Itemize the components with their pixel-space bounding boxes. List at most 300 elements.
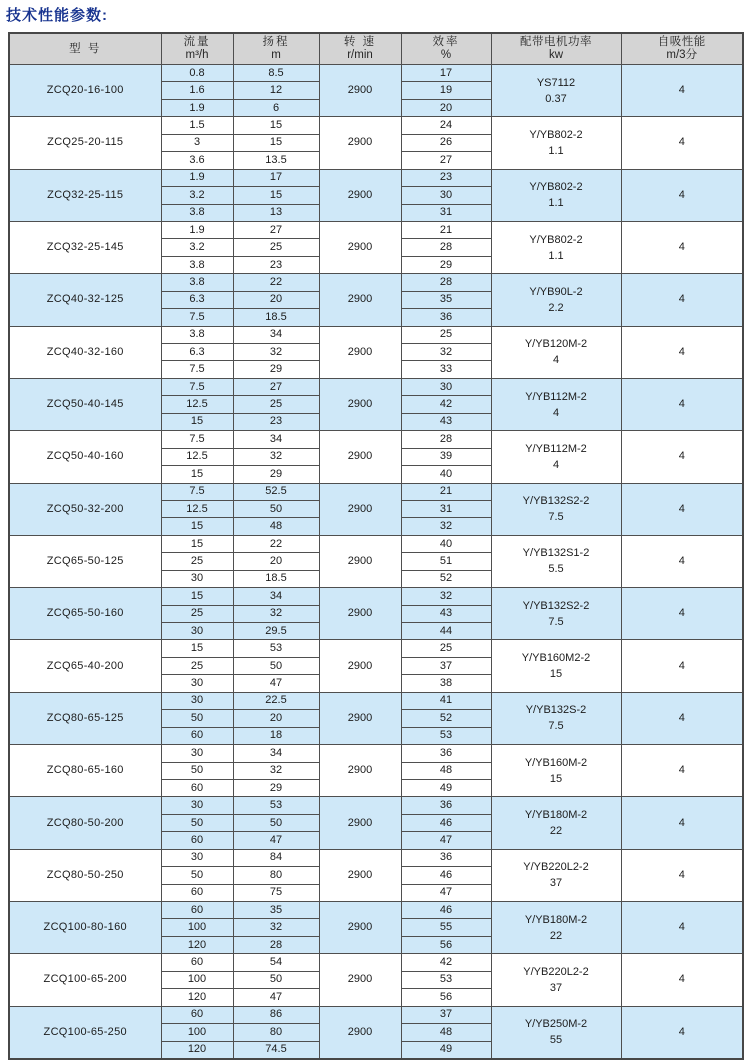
- head-cell: 47: [233, 675, 319, 692]
- head-cell: 6: [233, 99, 319, 116]
- head-cell: 53: [233, 640, 319, 657]
- col-header-flow-unit: m³/h: [185, 49, 209, 61]
- motor-model: Y/YB160M-2: [524, 756, 588, 769]
- flow-cell: 50: [161, 710, 233, 727]
- head-cell: 32: [233, 344, 319, 361]
- motor-cell: [491, 849, 621, 901]
- head-cell: 29: [233, 466, 319, 483]
- head-cell: 22: [233, 274, 319, 291]
- model-cell: ZCQ65-50-160: [9, 588, 161, 640]
- self-priming-cell: 4: [621, 640, 743, 692]
- head-cell: 32: [233, 448, 319, 465]
- table-row: [9, 326, 743, 343]
- flow-cell: 7.5: [161, 378, 233, 395]
- head-cell: 15: [233, 134, 319, 151]
- self-priming-cell: 4: [621, 692, 743, 744]
- efficiency-cell: 47: [401, 884, 491, 901]
- flow-cell: 6.3: [161, 344, 233, 361]
- flow-cell: 60: [161, 884, 233, 901]
- flow-cell: 120: [161, 1041, 233, 1059]
- head-cell: 29: [233, 779, 319, 796]
- efficiency-cell: 36: [401, 797, 491, 814]
- head-cell: 35: [233, 902, 319, 919]
- flow-cell: 1.6: [161, 82, 233, 99]
- model-cell: ZCQ40-32-125: [9, 274, 161, 326]
- col-header-model-label: 型 号: [69, 42, 102, 55]
- flow-cell: 60: [161, 902, 233, 919]
- efficiency-cell: 27: [401, 152, 491, 169]
- flow-cell: 3.6: [161, 152, 233, 169]
- self-priming-cell: 4: [621, 902, 743, 954]
- flow-cell: 1.9: [161, 221, 233, 238]
- table-row: [9, 640, 743, 657]
- col-header-speed-label: 转 速: [343, 36, 377, 48]
- head-cell: 48: [233, 518, 319, 535]
- motor-model: Y/YB802-2: [529, 233, 583, 246]
- col-header-speed-unit: r/min: [347, 49, 373, 61]
- flow-cell: 15: [161, 588, 233, 605]
- efficiency-cell: 46: [401, 867, 491, 884]
- flow-cell: 25: [161, 605, 233, 622]
- flow-cell: 12.5: [161, 396, 233, 413]
- flow-cell: 15: [161, 518, 233, 535]
- speed-cell: 2900: [319, 535, 401, 587]
- motor-power-kw: 0.37: [545, 92, 567, 105]
- efficiency-cell: 55: [401, 919, 491, 936]
- model-cell: ZCQ50-32-200: [9, 483, 161, 535]
- flow-cell: 1.5: [161, 117, 233, 134]
- efficiency-cell: 37: [401, 1006, 491, 1023]
- head-cell: 50: [233, 500, 319, 517]
- speed-cell: 2900: [319, 117, 401, 169]
- motor-cell: [491, 169, 621, 221]
- flow-cell: 100: [161, 1024, 233, 1041]
- model-cell: ZCQ100-65-200: [9, 954, 161, 1006]
- table-row: [9, 902, 743, 919]
- efficiency-cell: 40: [401, 535, 491, 552]
- motor-power-kw: 37: [549, 877, 563, 890]
- flow-cell: 3.8: [161, 204, 233, 221]
- motor-model: Y/YB250M-2: [524, 1018, 588, 1031]
- efficiency-cell: 40: [401, 466, 491, 483]
- efficiency-cell: 44: [401, 623, 491, 640]
- self-priming-cell: 4: [621, 431, 743, 483]
- flow-cell: 120: [161, 936, 233, 953]
- self-priming-cell: 4: [621, 274, 743, 326]
- efficiency-cell: 35: [401, 291, 491, 308]
- efficiency-cell: 33: [401, 361, 491, 378]
- motor-power-kw: 15: [549, 772, 563, 785]
- efficiency-cell: 20: [401, 99, 491, 116]
- speed-cell: 2900: [319, 849, 401, 901]
- speed-cell: 2900: [319, 274, 401, 326]
- motor-power-kw: 22: [549, 825, 563, 838]
- head-cell: 34: [233, 326, 319, 343]
- efficiency-cell: 56: [401, 989, 491, 1006]
- efficiency-cell: 25: [401, 640, 491, 657]
- table-row: [9, 274, 743, 291]
- head-cell: 50: [233, 814, 319, 831]
- motor-cell: [491, 797, 621, 849]
- motor-model: Y/YB132S2-2: [522, 495, 590, 508]
- model-cell: ZCQ65-40-200: [9, 640, 161, 692]
- model-cell: ZCQ40-32-160: [9, 326, 161, 378]
- head-cell: 13.5: [233, 152, 319, 169]
- self-priming-cell: 4: [621, 378, 743, 430]
- flow-cell: 3.2: [161, 239, 233, 256]
- efficiency-cell: 37: [401, 657, 491, 674]
- self-priming-cell: 4: [621, 535, 743, 587]
- motor-model: Y/YB112M-2: [525, 390, 587, 403]
- flow-cell: 12.5: [161, 448, 233, 465]
- model-cell: ZCQ65-50-125: [9, 535, 161, 587]
- table-header: [9, 33, 743, 65]
- speed-cell: 2900: [319, 169, 401, 221]
- flow-cell: 15: [161, 466, 233, 483]
- model-cell: ZCQ100-65-250: [9, 1006, 161, 1059]
- efficiency-cell: 32: [401, 344, 491, 361]
- efficiency-cell: 28: [401, 239, 491, 256]
- efficiency-cell: 49: [401, 1041, 491, 1059]
- head-cell: 17: [233, 169, 319, 186]
- motor-power-kw: 4: [552, 406, 560, 419]
- efficiency-cell: 28: [401, 431, 491, 448]
- speed-cell: 2900: [319, 65, 401, 117]
- head-cell: 47: [233, 832, 319, 849]
- efficiency-cell: 51: [401, 553, 491, 570]
- col-header-motor-power-label: 配带电机功率: [520, 36, 592, 48]
- head-cell: 28: [233, 936, 319, 953]
- table-row: [9, 745, 743, 762]
- model-cell: ZCQ32-25-145: [9, 221, 161, 273]
- motor-cell: [491, 274, 621, 326]
- motor-power-kw: 7.5: [548, 720, 564, 733]
- efficiency-cell: 21: [401, 221, 491, 238]
- model-cell: ZCQ50-40-160: [9, 431, 161, 483]
- motor-cell: [491, 902, 621, 954]
- flow-cell: 7.5: [161, 431, 233, 448]
- head-cell: 50: [233, 971, 319, 988]
- head-cell: 50: [233, 657, 319, 674]
- flow-cell: 30: [161, 692, 233, 709]
- efficiency-cell: 56: [401, 936, 491, 953]
- speed-cell: 2900: [319, 483, 401, 535]
- col-header-speed: [319, 33, 401, 65]
- flow-cell: 50: [161, 814, 233, 831]
- table-row: [9, 1006, 743, 1023]
- head-cell: 29: [233, 361, 319, 378]
- motor-cell: [491, 535, 621, 587]
- flow-cell: 30: [161, 570, 233, 587]
- head-cell: 32: [233, 605, 319, 622]
- speed-cell: 2900: [319, 588, 401, 640]
- flow-cell: 25: [161, 657, 233, 674]
- col-header-head-unit: m: [271, 49, 281, 61]
- speed-cell: 2900: [319, 954, 401, 1006]
- flow-cell: 120: [161, 989, 233, 1006]
- flow-cell: 15: [161, 535, 233, 552]
- flow-cell: 60: [161, 727, 233, 744]
- motor-model: Y/YB802-2: [529, 128, 583, 141]
- motor-power-kw: 7.5: [548, 511, 564, 524]
- head-cell: 29.5: [233, 623, 319, 640]
- flow-cell: 3.8: [161, 256, 233, 273]
- motor-power-kw: 1.1: [548, 197, 564, 210]
- flow-cell: 15: [161, 413, 233, 430]
- efficiency-cell: 52: [401, 570, 491, 587]
- col-header-efficiency-unit: %: [440, 49, 452, 61]
- motor-model: Y/YB112M-2: [525, 442, 587, 455]
- efficiency-cell: 48: [401, 1024, 491, 1041]
- efficiency-cell: 53: [401, 971, 491, 988]
- head-cell: 32: [233, 919, 319, 936]
- flow-cell: 30: [161, 623, 233, 640]
- col-header-self-priming-unit: m/3分: [666, 49, 698, 61]
- motor-power-kw: 1.1: [548, 249, 564, 262]
- motor-model: Y/YB180M-2: [524, 913, 588, 926]
- motor-power-kw: 22: [549, 929, 563, 942]
- head-cell: 84: [233, 849, 319, 866]
- speed-cell: 2900: [319, 640, 401, 692]
- col-header-flow-label: 流量: [183, 36, 211, 48]
- speed-cell: 2900: [319, 797, 401, 849]
- flow-cell: 7.5: [161, 361, 233, 378]
- flow-cell: 12.5: [161, 500, 233, 517]
- flow-cell: 7.5: [161, 483, 233, 500]
- table-row: [9, 588, 743, 605]
- flow-cell: 60: [161, 954, 233, 971]
- head-cell: 74.5: [233, 1041, 319, 1059]
- motor-cell: [491, 221, 621, 273]
- flow-cell: 100: [161, 971, 233, 988]
- head-cell: 23: [233, 256, 319, 273]
- table-row: [9, 535, 743, 552]
- efficiency-cell: 49: [401, 779, 491, 796]
- speed-cell: 2900: [319, 1006, 401, 1059]
- self-priming-cell: 4: [621, 849, 743, 901]
- efficiency-cell: 19: [401, 82, 491, 99]
- speed-cell: 2900: [319, 378, 401, 430]
- efficiency-cell: 41: [401, 692, 491, 709]
- motor-power-kw: 4: [552, 354, 560, 367]
- head-cell: 86: [233, 1006, 319, 1023]
- table-body: [9, 65, 743, 1059]
- head-cell: 18.5: [233, 309, 319, 326]
- motor-power-kw: 37: [549, 981, 563, 994]
- table-row: [9, 431, 743, 448]
- head-cell: 23: [233, 413, 319, 430]
- model-cell: ZCQ80-65-160: [9, 745, 161, 797]
- head-cell: 47: [233, 989, 319, 1006]
- col-header-efficiency: [401, 33, 491, 65]
- head-cell: 20: [233, 553, 319, 570]
- efficiency-cell: 30: [401, 187, 491, 204]
- flow-cell: 30: [161, 797, 233, 814]
- self-priming-cell: 4: [621, 797, 743, 849]
- flow-cell: 7.5: [161, 309, 233, 326]
- flow-cell: 30: [161, 675, 233, 692]
- head-cell: 25: [233, 396, 319, 413]
- table-row: [9, 65, 743, 82]
- header-row: [9, 33, 743, 65]
- motor-model: Y/YB132S-2: [525, 704, 587, 717]
- motor-power-kw: 1.1: [548, 144, 564, 157]
- head-cell: 25: [233, 239, 319, 256]
- col-header-self-priming: [621, 33, 743, 65]
- motor-model: Y/YB220L2-2: [523, 965, 589, 978]
- table-row: [9, 483, 743, 500]
- efficiency-cell: 21: [401, 483, 491, 500]
- motor-model: Y/YB220L2-2: [523, 861, 589, 874]
- motor-cell: [491, 954, 621, 1006]
- efficiency-cell: 36: [401, 309, 491, 326]
- model-cell: ZCQ25-20-115: [9, 117, 161, 169]
- motor-cell: [491, 640, 621, 692]
- self-priming-cell: 4: [621, 221, 743, 273]
- speed-cell: 2900: [319, 326, 401, 378]
- motor-power-kw: 2.2: [548, 301, 564, 314]
- motor-cell: [491, 692, 621, 744]
- head-cell: 75: [233, 884, 319, 901]
- col-header-self-priming-label: 自吸性能: [657, 36, 706, 48]
- efficiency-cell: 39: [401, 448, 491, 465]
- flow-cell: 60: [161, 779, 233, 796]
- head-cell: 80: [233, 867, 319, 884]
- model-cell: ZCQ80-65-125: [9, 692, 161, 744]
- head-cell: 27: [233, 221, 319, 238]
- head-cell: 54: [233, 954, 319, 971]
- head-cell: 52.5: [233, 483, 319, 500]
- head-cell: 34: [233, 431, 319, 448]
- self-priming-cell: 4: [621, 169, 743, 221]
- efficiency-cell: 43: [401, 605, 491, 622]
- head-cell: 18.5: [233, 570, 319, 587]
- efficiency-cell: 32: [401, 588, 491, 605]
- head-cell: 12: [233, 82, 319, 99]
- efficiency-cell: 42: [401, 396, 491, 413]
- motor-power-kw: 4: [552, 458, 560, 471]
- motor-model: Y/YB132S1-2: [522, 547, 590, 560]
- head-cell: 15: [233, 117, 319, 134]
- flow-cell: 6.3: [161, 291, 233, 308]
- flow-cell: 60: [161, 1006, 233, 1023]
- head-cell: 34: [233, 745, 319, 762]
- head-cell: 32: [233, 762, 319, 779]
- head-cell: 53: [233, 797, 319, 814]
- model-cell: ZCQ50-40-145: [9, 378, 161, 430]
- flow-cell: 1.9: [161, 99, 233, 116]
- motor-model: Y/YB802-2: [529, 181, 583, 194]
- motor-cell: [491, 378, 621, 430]
- table-row: [9, 378, 743, 395]
- motor-power-kw: 7.5: [548, 615, 564, 628]
- efficiency-cell: 32: [401, 518, 491, 535]
- motor-cell: [491, 65, 621, 117]
- table-row: [9, 169, 743, 186]
- motor-model: Y/YB180M-2: [524, 809, 588, 822]
- efficiency-cell: 38: [401, 675, 491, 692]
- flow-cell: 3: [161, 134, 233, 151]
- motor-model: YS7112: [536, 76, 576, 89]
- efficiency-cell: 46: [401, 902, 491, 919]
- flow-cell: 3.8: [161, 326, 233, 343]
- head-cell: 22: [233, 535, 319, 552]
- self-priming-cell: 4: [621, 1006, 743, 1059]
- col-header-efficiency-label: 效率: [432, 36, 460, 48]
- head-cell: 13: [233, 204, 319, 221]
- self-priming-cell: 4: [621, 954, 743, 1006]
- table-row: [9, 221, 743, 238]
- motor-cell: [491, 588, 621, 640]
- efficiency-cell: 42: [401, 954, 491, 971]
- efficiency-cell: 30: [401, 378, 491, 395]
- self-priming-cell: 4: [621, 326, 743, 378]
- col-header-head: [233, 33, 319, 65]
- performance-table: [8, 32, 744, 1060]
- flow-cell: 3.2: [161, 187, 233, 204]
- table-row: [9, 849, 743, 866]
- flow-cell: 50: [161, 867, 233, 884]
- efficiency-cell: 28: [401, 274, 491, 291]
- table-row: [9, 692, 743, 709]
- head-cell: 20: [233, 291, 319, 308]
- motor-power-kw: 5.5: [548, 563, 564, 576]
- speed-cell: 2900: [319, 431, 401, 483]
- motor-cell: [491, 483, 621, 535]
- flow-cell: 1.9: [161, 169, 233, 186]
- model-cell: ZCQ20-16-100: [9, 65, 161, 117]
- efficiency-cell: 47: [401, 832, 491, 849]
- flow-cell: 3.8: [161, 274, 233, 291]
- head-cell: 8.5: [233, 65, 319, 82]
- head-cell: 22.5: [233, 692, 319, 709]
- efficiency-cell: 43: [401, 413, 491, 430]
- speed-cell: 2900: [319, 692, 401, 744]
- head-cell: 80: [233, 1024, 319, 1041]
- efficiency-cell: 48: [401, 762, 491, 779]
- self-priming-cell: 4: [621, 117, 743, 169]
- table-row: [9, 954, 743, 971]
- motor-cell: [491, 326, 621, 378]
- motor-model: Y/YB90L-2: [529, 285, 583, 298]
- efficiency-cell: 46: [401, 814, 491, 831]
- efficiency-cell: 29: [401, 256, 491, 273]
- col-header-head-label: 扬程: [262, 36, 290, 48]
- efficiency-cell: 31: [401, 204, 491, 221]
- efficiency-cell: 53: [401, 727, 491, 744]
- head-cell: 34: [233, 588, 319, 605]
- motor-model: Y/YB160M2-2: [521, 652, 591, 665]
- head-cell: 20: [233, 710, 319, 727]
- motor-cell: [491, 117, 621, 169]
- model-cell: ZCQ80-50-250: [9, 849, 161, 901]
- motor-power-kw: 55: [549, 1034, 563, 1047]
- efficiency-cell: 31: [401, 500, 491, 517]
- speed-cell: 2900: [319, 902, 401, 954]
- motor-cell: [491, 745, 621, 797]
- flow-cell: 0.8: [161, 65, 233, 82]
- self-priming-cell: 4: [621, 588, 743, 640]
- model-cell: ZCQ80-50-200: [9, 797, 161, 849]
- self-priming-cell: 4: [621, 483, 743, 535]
- speed-cell: 2900: [319, 221, 401, 273]
- efficiency-cell: 23: [401, 169, 491, 186]
- col-header-model: [9, 33, 161, 65]
- head-cell: 18: [233, 727, 319, 744]
- efficiency-cell: 36: [401, 849, 491, 866]
- motor-cell: [491, 1006, 621, 1059]
- col-header-motor-power-unit: kw: [548, 49, 564, 61]
